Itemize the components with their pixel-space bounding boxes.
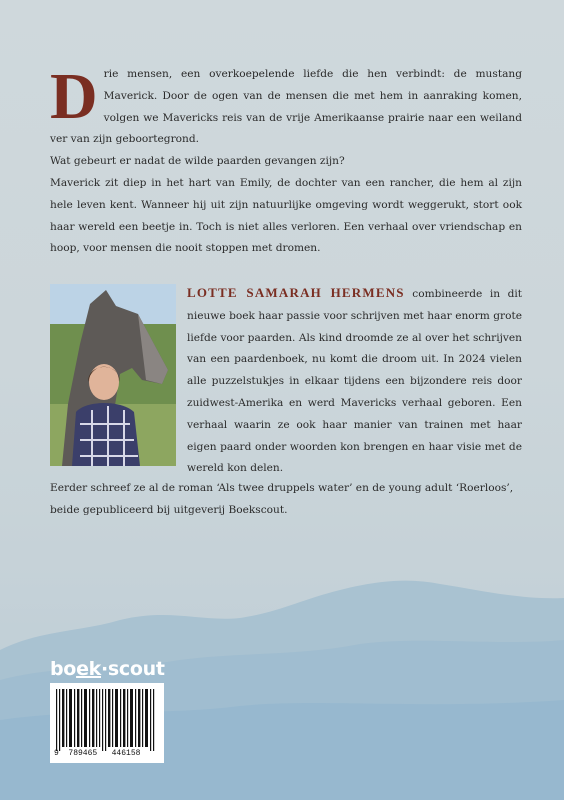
blurb (50, 60, 522, 260)
question-line: Wat gebeurt er nadat de wilde paarden gevangen zijn? (50, 155, 345, 168)
publisher-logo: boek·scout (50, 658, 165, 680)
drop-cap: D (50, 60, 98, 133)
intro-text: rie mensen, een overkoepelende liefde die hen verbindt: de mustang Maverick. Door de ogen van de mensen die met hem in aanraking komen, volgen we Mavericks reis van de vrije Amerikaanse prairie naar een weiland ver van zijn geboortegrond. (50, 68, 522, 146)
author-name: LOTTE SAMARAH HERMENS (187, 285, 405, 300)
author-photo (50, 284, 176, 466)
barcode (50, 683, 164, 763)
isbn-digits: 9 789465 446158 (54, 749, 141, 758)
intro-paragraph (50, 60, 522, 151)
author-bio-text: combineerde in dit nieuwe boek haar passie voor schrijven met haar enorm grote liefde voor paarden. Als kind droomde ze al over het schrijven van een paardenboek, nu komt die droom uit. In 2024 vielen alle puzzelstukjes in elkaar tijdens een bijzondere reis door zuidwest-Amerika en werd Mavericks verhaal geboren. Een verhaal waarin ze ook haar manier van trainen met haar eigen paard onder woorden kon brengen en haar visie met de wereld kon delen. (187, 288, 522, 475)
mountain-background (0, 560, 564, 800)
author-section (50, 282, 522, 480)
author-bio (187, 282, 522, 480)
other-books-paragraph: Eerder schreef ze al de roman ‘Als twee druppels water’ en de young adult ‘Roerloos’, beide gepubliceerd bij uitgeverij Boekscout. (50, 482, 514, 516)
story-paragraph: Maverick zit diep in het hart van Emily, de dochter van een rancher, die hem al zijn hele leven kent. Wanneer hij uit zijn natuurlijke omgeving wordt weggerukt, stort ook haar wereld een beetje in. Toch is niet alles verloren. Een verhaal over vriendschap en hoop, voor mensen die nooit stoppen met dromen. (50, 176, 522, 255)
